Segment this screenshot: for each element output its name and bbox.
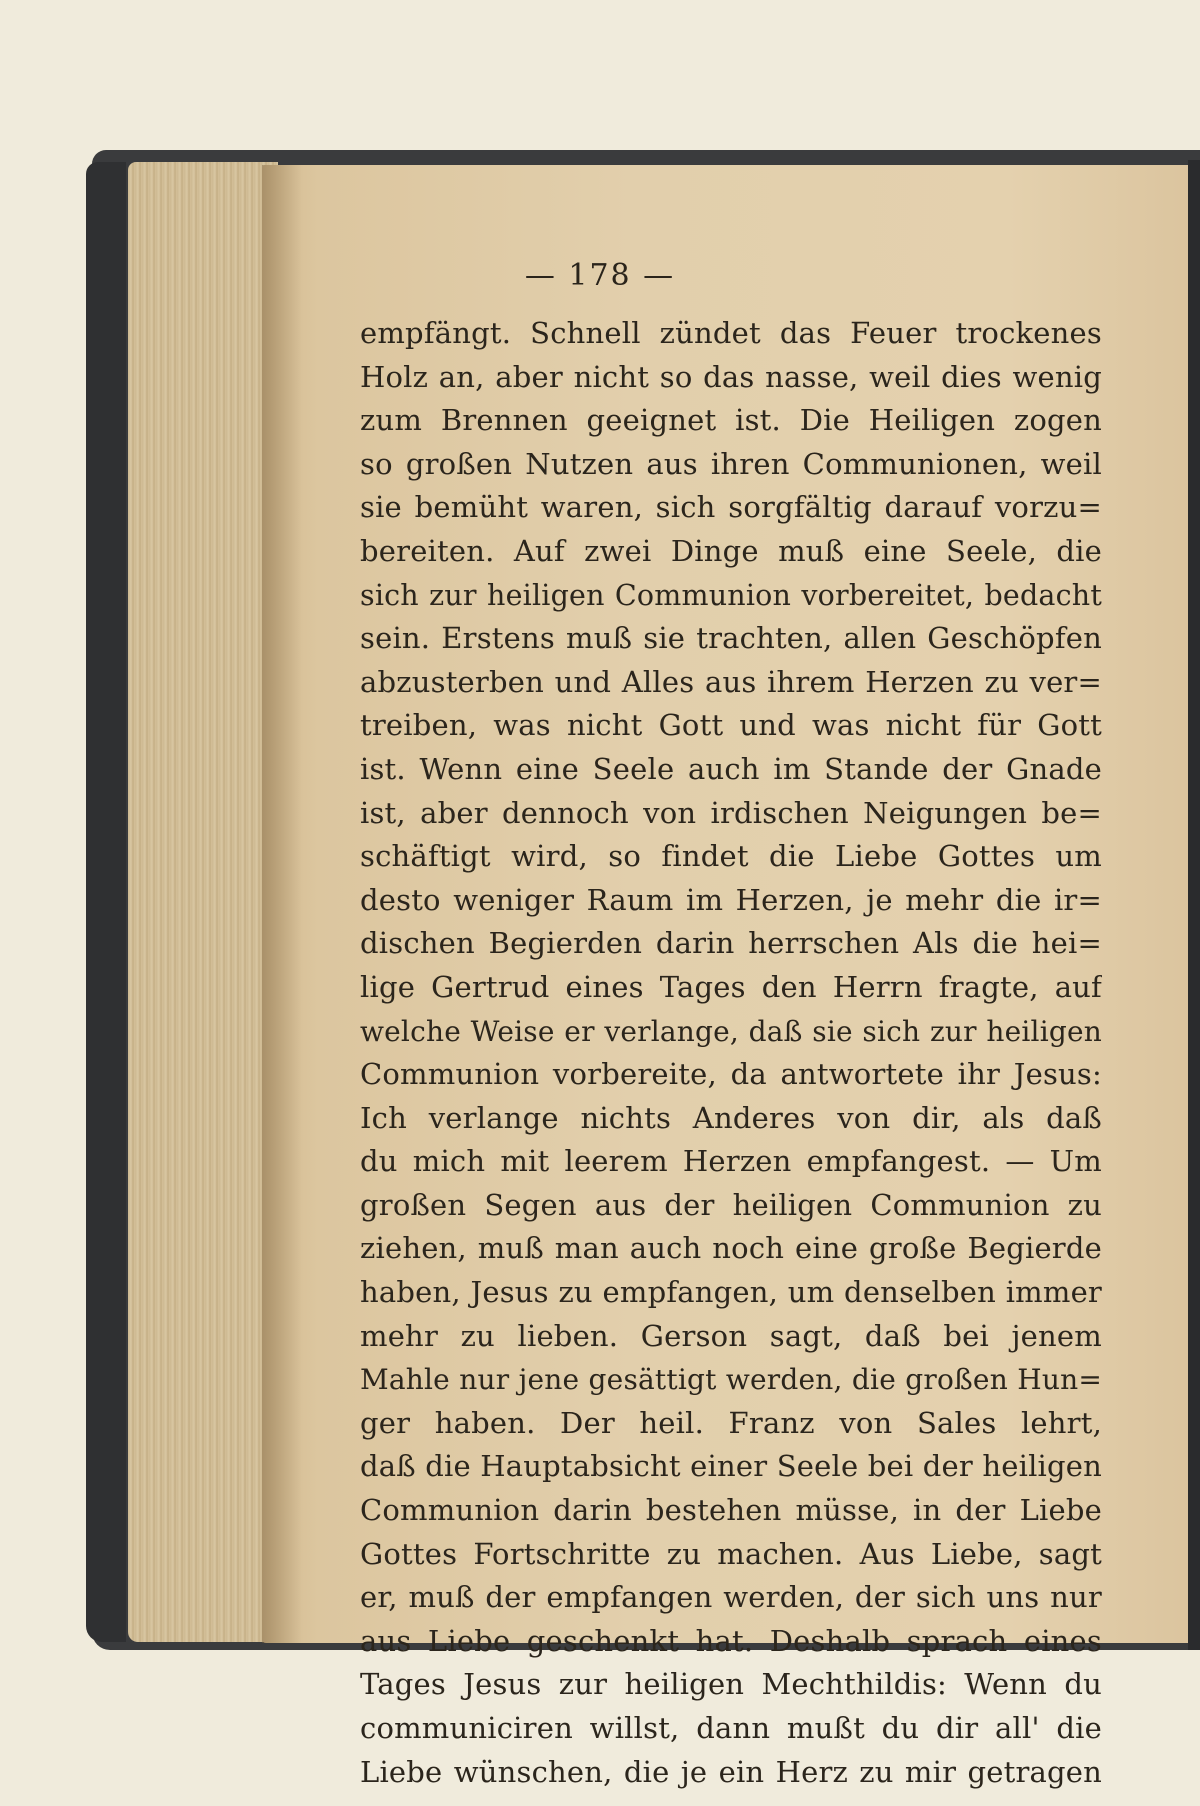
gutter-shadow [262,165,302,1643]
text-line: sein. Erstens muß sie trachten, allen Geschöpfen [360,621,1102,656]
text-line: Mahle nur jene gesättigt werden, die großen Hun= [360,1363,1102,1397]
facing-page-edge [1188,160,1200,1650]
text-line: Communion darin bestehen müsse, in der Liebe [360,1493,1102,1528]
text-line: welche Weise er verlange, daß sie sich zur heiligen [360,1014,1102,1048]
text-line: dischen Begierden darin herrschen Als die hei= [360,926,1102,961]
text-line: bereiten. Auf zwei Dinge muß eine Seele, die [360,533,1102,568]
text-line: communiciren willst, dann mußt du dir all' die [360,1711,1102,1745]
text-line: abzusterben und Alles aus ihrem Herzen zu ver= [360,664,1102,699]
text-line: großen Segen aus der heiligen Communion zu [360,1187,1102,1222]
text-line: du mich mit leerem Herzen empfangest. — Um [360,1144,1102,1179]
text-line: ist. Wenn eine Seele auch im Stande der Gnade [360,751,1102,786]
text-line: ger haben. Der heil. Franz von Sales lehrt, [360,1405,1102,1440]
text-line: Liebe wünschen, die je ein Herz zu mir getragen [360,1754,1102,1789]
text-line: daß die Hauptabsicht einer Seele bei der heiligen [360,1449,1102,1484]
text-line: so großen Nutzen aus ihren Communionen, weil [360,446,1102,481]
text-line: desto weniger Raum im Herzen, je mehr die ir= [360,882,1102,917]
text-line: mehr zu lieben. Gerson sagt, daß bei jenem [360,1318,1102,1353]
text-line: zum Brennen geeignet ist. Die Heiligen zogen [360,403,1102,438]
text-line: aus Liebe geschenkt hat. Deshalb sprach eines [360,1623,1102,1658]
text-line: Tages Jesus zur heiligen Mechthildis: Wenn du [360,1667,1102,1702]
text-line: Ich verlange nichts Anderes von dir, als daß [360,1100,1102,1135]
text-line: Communion vorbereite, da antwortete ihr Jesus: [360,1057,1102,1092]
text-line: empfängt. Schnell zündet das Feuer trockenes [360,316,1102,350]
text-line: sie bemüht waren, sich sorgfältig darauf vorzu= [360,490,1102,525]
text-line: Holz an, aber nicht so das nasse, weil dies wenig [360,359,1102,394]
book-spine-edge [86,162,126,1642]
text-line: ziehen, muß man auch noch eine große Begierde [360,1231,1102,1266]
text-line: Gottes Fortschritte zu machen. Aus Liebe, sagt [360,1536,1102,1571]
text-line: er, muß der empfangen werden, der sich uns nur [360,1580,1102,1615]
page-number: — 178 — [524,258,676,293]
text-line: haben, Jesus zu empfangen, um denselben immer [360,1275,1102,1310]
text-line: ist, aber dennoch von irdischen Neigungen be= [360,795,1102,830]
text-line: sich zur heiligen Communion vorbereitet, bedacht [360,578,1102,612]
text-line: lige Gertrud eines Tages den Herrn fragte, auf [360,969,1102,1004]
text-line: treiben, was nicht Gott und was nicht für Gott [360,708,1102,743]
text-line: schäftigt wird, so findet die Liebe Gottes um [360,839,1102,874]
page-edges [128,162,278,1642]
body-text [360,312,1102,1794]
